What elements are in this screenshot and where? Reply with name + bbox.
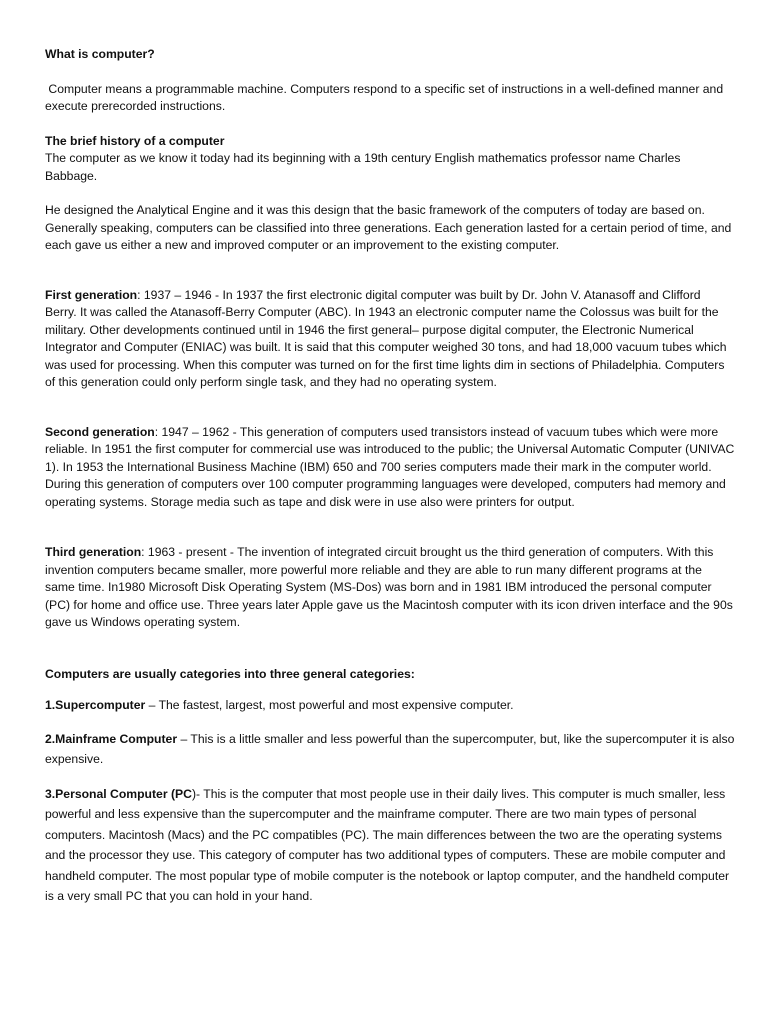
category-mainframe [45, 729, 735, 770]
definition-paragraph: Computer means a programmable machine. Computers respond to a specific set of instructions in a well-defined manner and execute prerecorded instructions. [45, 81, 727, 113]
category-supercomputer-label: 1.Supercomputer [45, 698, 146, 712]
category-supercomputer-text: – The fastest, largest, most powerful and most expensive computer. [145, 698, 514, 712]
category-personal-computer [45, 784, 735, 907]
category-mainframe-label: 2.Mainframe Computer [45, 731, 178, 746]
second-generation-label: Second generation [45, 424, 155, 439]
category-personal-computer-label: 3.Personal Computer (PC [45, 786, 192, 801]
first-generation-paragraph [45, 287, 735, 392]
category-personal-computer-text: )- This is the computer that most people use in their daily lives. This computer is much smaller, less powerful and less expensive than the supercomputer and the mainframe computer. There are two main types of personal computers. Macintosh (Macs) and the PC compatibles (PC). The main differences between the two are the operating systems and the processor they use. This category of computer has two additional types of computers. These are mobile computer and handheld computer. The most popular type of mobile computer is the notebook or laptop computer, and the handheld computer is a very small PC that you can hold in your hand. [45, 786, 730, 903]
first-generation-label: First generation [45, 287, 138, 302]
second-generation-text: : 1947 – 1962 - This generation of computers used transistors instead of vacuum tubes which were more reliable. In 1951 the first computer for commercial use was introduced to the public; the Universal Automatic Computer (UNIVAC 1). In 1953 the International Business Machine (IBM) 650 and 700 series computers made their mark in the computer world. During this generation of computers over 100 computer programming languages were developed, computers had memory and operating systems. Storage media such as tape and disk were in use also were printers for output. [45, 424, 735, 509]
heading-history: The brief history of a computer [45, 133, 225, 148]
history-paragraph-2: He designed the Analytical Engine and it was this design that the basic framework of the computers of today are based on. [45, 203, 705, 217]
second-generation-paragraph [45, 424, 735, 512]
heading-what-is-computer: What is computer? [45, 47, 155, 61]
history-paragraph-3: Generally speaking, computers can be classified into three generations. Each generation lasted for a certain period of time, and each gave us either a new and improved computer or an improvement to the existing computer. [45, 220, 732, 252]
category-supercomputer [45, 697, 735, 715]
third-generation-text: : 1963 - present - The invention of integrated circuit brought us the third generation of computers. With this invention computers became smaller, more powerful more reliable and they are able to run many different programs at the same time. In1980 Microsoft Disk Operating System (MS-Dos) was born and in 1981 IBM introduced the personal computer (PC) for home and office use. Three years later Apple gave us the Macintosh computer with its icon driven interface and the 90s gave us Windows operating system. [45, 545, 733, 629]
first-generation-text: : 1937 – 1946 - In 1937 the first electronic digital computer was built by Dr. John V. Atanasoff and Clifford Berry. It was called the Atanasoff-Berry Computer (ABC). In 1943 an electronic computer name the Colossus was built for the military. Other developments continued until in 1946 the first general– purpose digital computer, the Electronic Numerical Integrator and Computer (ENIAC) was built. It is said that this computer weighed 30 tons, and had 18,000 vacuum tubes which was used for processing. When this computer was turned on for the first time lights dim in sections of Philadelphia. Computers of this generation could only perform single task, and they had no operating system. [45, 287, 727, 389]
third-generation-paragraph [45, 544, 735, 632]
document-page [45, 46, 735, 907]
history-paragraph-1: The computer as we know it today had its beginning with a 19th century English mathematics professor name Charles Babbage. [45, 151, 681, 183]
category-mainframe-text: – This is a little smaller and less powerful than the supercomputer, but, like the supercomputer it is also expensive. [45, 731, 735, 766]
heading-categories: Computers are usually categories into three general categories: [45, 666, 415, 681]
third-generation-label: Third generation [45, 545, 142, 559]
